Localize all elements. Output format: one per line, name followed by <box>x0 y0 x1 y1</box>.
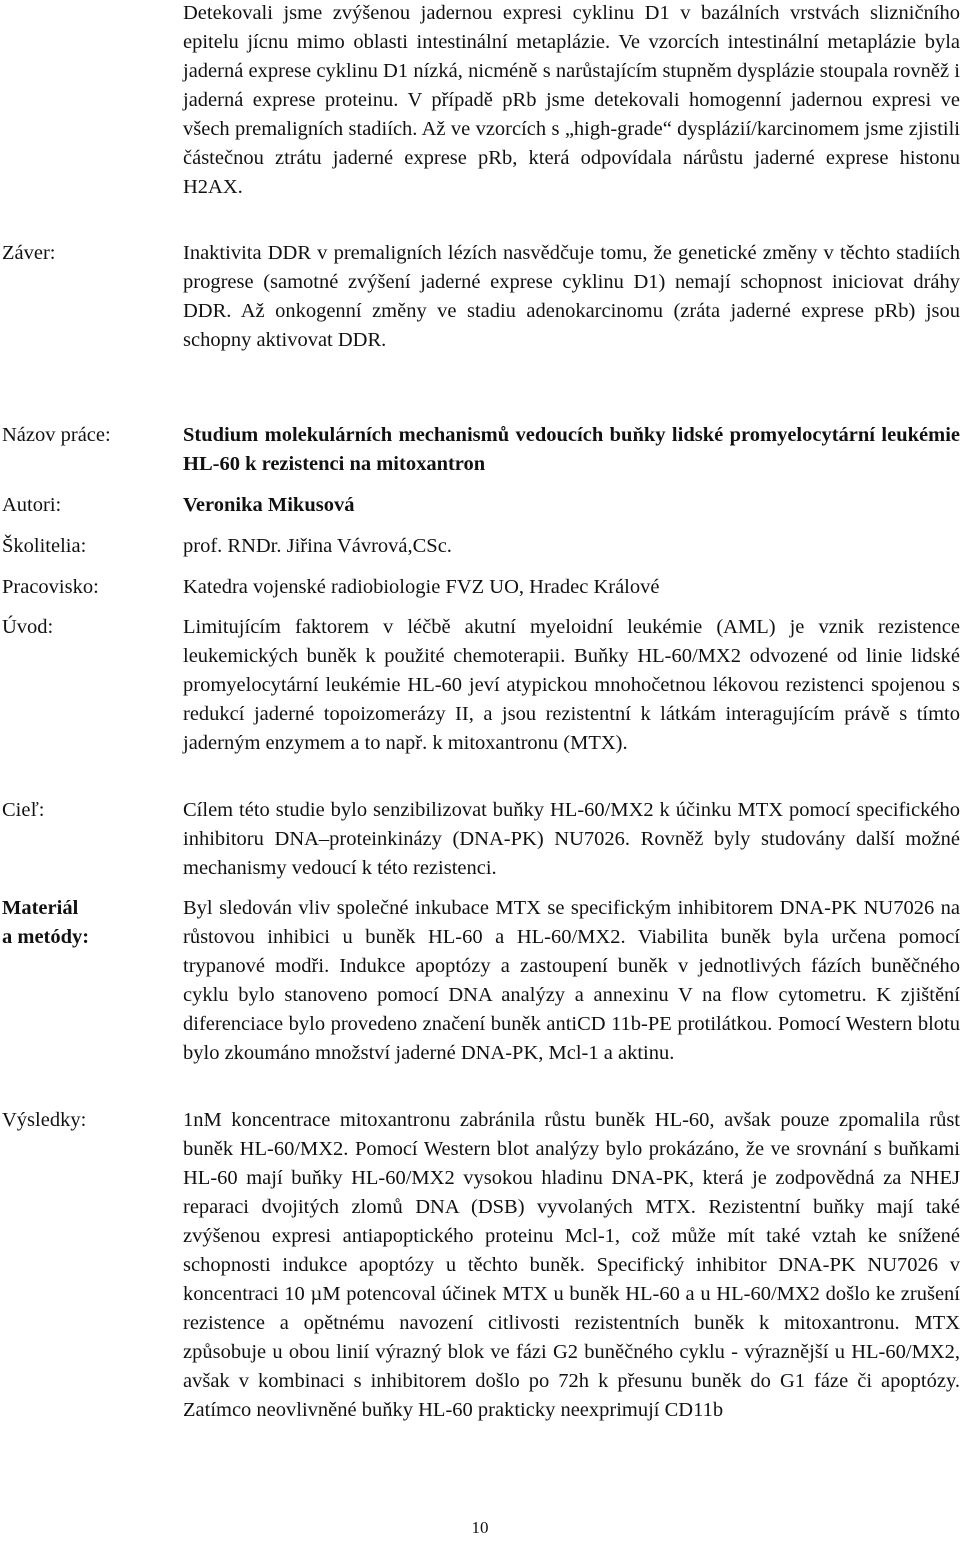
intro-label: Úvod: <box>2 616 54 638</box>
results-label: Výsledky: <box>2 1109 87 1131</box>
authors-label: Autori: <box>2 494 62 516</box>
methods-paragraph: Byl sledován vliv společné inkubace MTX se specifickým inhibitorem DNA-PK NU7026 na růstovou inhibici u buněk HL-60 a HL-60/MX2. Viabilita buněk byla určena pomocí trypanové modři. Indukce apoptózy a zastoupení buněk v jednotlivých fázích buněčného cyklu bylo stanoveno pomocí DNA analýzy a annexinu V na flow cytometru. K zjištění diferenciace bylo provedeno značení buněk antiCD 11b-PE protilátkou. Pomocí Western blotu bylo zkoumáno množství jaderné DNA-PK, Mcl-1 a aktinu. <box>183 897 960 1064</box>
supervisor-value: prof. RNDr. Jiřina Vávrová,CSc. <box>183 535 452 557</box>
intro-paragraph: Limitujícím faktorem v léčbě akutní myeloidní leukémie (AML) je vznik rezistence leukemických buněk k použité chemoterapii. Buňky HL-60/MX2 odvozené od linie lidské promyelocytární leukémie HL-60 jeví atypickou mnohočetnou lékovou rezistenci spojenou s redukcí jaderné topoizomerázy II, a jsou rezistentní k látkám interagujícím právě s tímto jaderným enzymem a to např. k mitoxantronu (MTX). <box>183 616 960 754</box>
paper-title: Studium molekulárních mechanismů vedoucích buňky lidské promyelocytární leukémie HL-60 k rezistenci na mitoxantron <box>183 424 960 475</box>
conclusion-paragraph: Inaktivita DDR v premaligních lézích nasvědčuje tomu, že genetické změny v těchto stadiích progrese (samotné zvýšení jaderné exprese cyklinu D1) nemají schopnost iniciovat dráhy DDR. Až onkogenní změny ve stadiu adenokarcinomu (zráta jaderné exprese pRb) jsou schopny aktivovat DDR. <box>183 242 960 351</box>
conclusion-label: Záver: <box>2 242 56 264</box>
aim-label: Cieľ: <box>2 799 45 821</box>
methods-label-line2: a metódy: <box>2 926 90 948</box>
results-paragraph: 1nM koncentrace mitoxantronu zabránila růstu buněk HL-60, avšak pouze zpomalila růst buněk HL-60/MX2. Pomocí Western blot analýzy bylo prokázáno, že ve srovnání s buňkami HL-60 mají buňky HL-60/MX2 vysokou hladinu DNA-PK, která je zodpovědná za NHEJ reparaci dvojitých zlomů DNA (DSB) vyvolaných MTX. Rezistentní buňky mají také zvýšenou expresi antiapoptického proteinu Mcl-1, což může mít také vztah ke snížené schopnosti indukce apoptózy u těchto buněk. Specifický inhibitor DNA-PK NU7026 v koncentraci 10 µM potencoval účinek MTX u buněk HL-60 a u HL-60/MX2 došlo ke zrušení rezistence a opětnému navození citlivosti rezistentních buněk k mitoxantronu. MTX způsobuje u obou linií výrazný blok ve fázi G2 buněčného cyklu - výraznější u HL-60/MX2, avšak v kombinaci s inhibitorem došlo po 72h k přesunu buněk do G1 fáze či apoptózy. Zatímco neovlivněné buňky HL-60 prakticky neexprimují CD11b <box>183 1109 960 1421</box>
workplace-label: Pracovisko: <box>2 576 99 598</box>
authors-value: Veronika Mikusová <box>183 494 355 516</box>
supervisor-label: Školitelia: <box>2 535 87 557</box>
methods-label-line1: Materiál <box>2 897 79 919</box>
findings-paragraph: Detekovali jsme zvýšenou jadernou expresi cyklinu D1 v bazálních vrstvách slizničního epitelu jícnu mimo oblasti intestinální metaplázie. Ve vzorcích intestinální metaplázie byla jaderná exprese cyklinu D1 nízká, nicméně s narůstajícím stupněm dysplázie stoupala rovněž i jaderná exprese proteinu. V případě pRb jsme detekovali homogenní jadernou expresi ve všech premaligních stadiích. Až ve vzorcích s „high-grade“ dysplázií/karcinomem jsme zjistili částečnou ztrátu jaderné exprese pRb, která odpovídala nárůstu jaderné exprese histonu H2AX. <box>183 2 960 198</box>
methods-label <box>2 894 89 952</box>
workplace-value: Katedra vojenské radiobiologie FVZ UO, Hradec Králové <box>183 576 660 598</box>
aim-paragraph: Cílem této studie bylo senzibilizovat buňky HL-60/MX2 k účinku MTX pomocí specifického inhibitoru DNA–proteinkinázy (DNA-PK) NU7026. Rovněž byly studovány další možné mechanismy vedoucí k této rezistenci. <box>183 799 960 879</box>
title-label: Názov práce: <box>2 424 111 446</box>
page-number: 10 <box>471 1518 489 1537</box>
